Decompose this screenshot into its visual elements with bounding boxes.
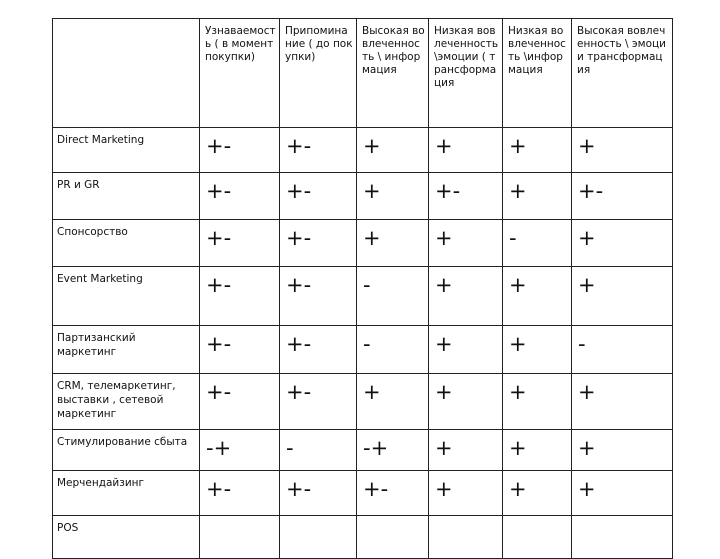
mark-cell: +- (280, 267, 357, 326)
mark-cell (200, 516, 280, 559)
mark-cell (280, 516, 357, 559)
header-cell-recognition: Узнаваемость ( в момент покупки) (200, 19, 280, 128)
header-cell-low-involvement-emotion: Низкая вовлеченность\эмоции ( трансформация (429, 19, 503, 128)
mark-cell: -+ (200, 430, 280, 471)
header-row (53, 19, 673, 128)
header-cell-high-involvement-emotion: Высокая вовлеченность \ эмоции трансформация (572, 19, 673, 128)
mark-cell: + (429, 471, 503, 516)
mark-cell: + (503, 267, 572, 326)
mark-cell: + (572, 374, 673, 430)
mark-cell: + (503, 374, 572, 430)
mark-cell: + (572, 267, 673, 326)
mark-cell: +- (200, 374, 280, 430)
mark-cell: +- (280, 374, 357, 430)
mark-cell: + (503, 326, 572, 374)
table-row (53, 374, 673, 430)
row-label: CRM, телемаркетинг, выставки , сетевой маркетинг (53, 374, 200, 430)
mark-cell: + (357, 173, 429, 220)
mark-cell: - (357, 267, 429, 326)
header-cell-low-involvement-info: Низкая вовлеченность \информация (503, 19, 572, 128)
mark-cell: +- (280, 220, 357, 267)
mark-cell: - (280, 430, 357, 471)
header-cell-recall: Припоминание ( до покупки) (280, 19, 357, 128)
row-label: PR и GR (53, 173, 200, 220)
mark-cell: + (572, 220, 673, 267)
mark-cell (503, 516, 572, 559)
table-row (53, 173, 673, 220)
mark-cell: +- (200, 471, 280, 516)
mark-cell: +- (280, 326, 357, 374)
mark-cell: - (503, 220, 572, 267)
mark-cell: - (357, 326, 429, 374)
mark-cell: + (429, 267, 503, 326)
header-cell-corner (53, 19, 200, 128)
row-label: Партизанский маркетинг (53, 326, 200, 374)
mark-cell: + (429, 220, 503, 267)
row-label: Стимулирование сбыта (53, 430, 200, 471)
row-label: POS (53, 516, 200, 559)
mark-cell: + (572, 471, 673, 516)
mark-cell (357, 516, 429, 559)
mark-cell: + (503, 128, 572, 173)
table-row (53, 267, 673, 326)
mark-cell: +- (280, 173, 357, 220)
mark-cell: + (572, 128, 673, 173)
mark-cell: + (503, 471, 572, 516)
table-row (53, 430, 673, 471)
mark-cell: + (429, 430, 503, 471)
comparison-table (52, 18, 673, 559)
mark-cell: +- (280, 471, 357, 516)
mark-cell: +- (200, 128, 280, 173)
mark-cell: +- (280, 128, 357, 173)
mark-cell: + (429, 326, 503, 374)
table-row (53, 128, 673, 173)
mark-cell (572, 516, 673, 559)
row-label: Мерчендайзинг (53, 471, 200, 516)
mark-cell: + (503, 173, 572, 220)
mark-cell: +- (200, 267, 280, 326)
row-label: Спонсорство (53, 220, 200, 267)
table-row (53, 516, 673, 559)
mark-cell: - (572, 326, 673, 374)
mark-cell: +- (200, 173, 280, 220)
table-row (53, 220, 673, 267)
mark-cell: +- (200, 326, 280, 374)
header-cell-high-involvement-info: Высокая вовлеченность \ информация (357, 19, 429, 128)
mark-cell: +- (357, 471, 429, 516)
mark-cell (429, 516, 503, 559)
mark-cell: +- (572, 173, 673, 220)
table-row (53, 471, 673, 516)
row-label: Event Marketing (53, 267, 200, 326)
mark-cell: + (357, 128, 429, 173)
row-label: Direct Marketing (53, 128, 200, 173)
mark-cell: + (429, 374, 503, 430)
table-row (53, 326, 673, 374)
mark-cell: + (357, 220, 429, 267)
mark-cell: + (429, 128, 503, 173)
mark-cell: + (357, 374, 429, 430)
mark-cell: + (503, 430, 572, 471)
mark-cell: +- (200, 220, 280, 267)
mark-cell: -+ (357, 430, 429, 471)
mark-cell: + (572, 430, 673, 471)
mark-cell: +- (429, 173, 503, 220)
